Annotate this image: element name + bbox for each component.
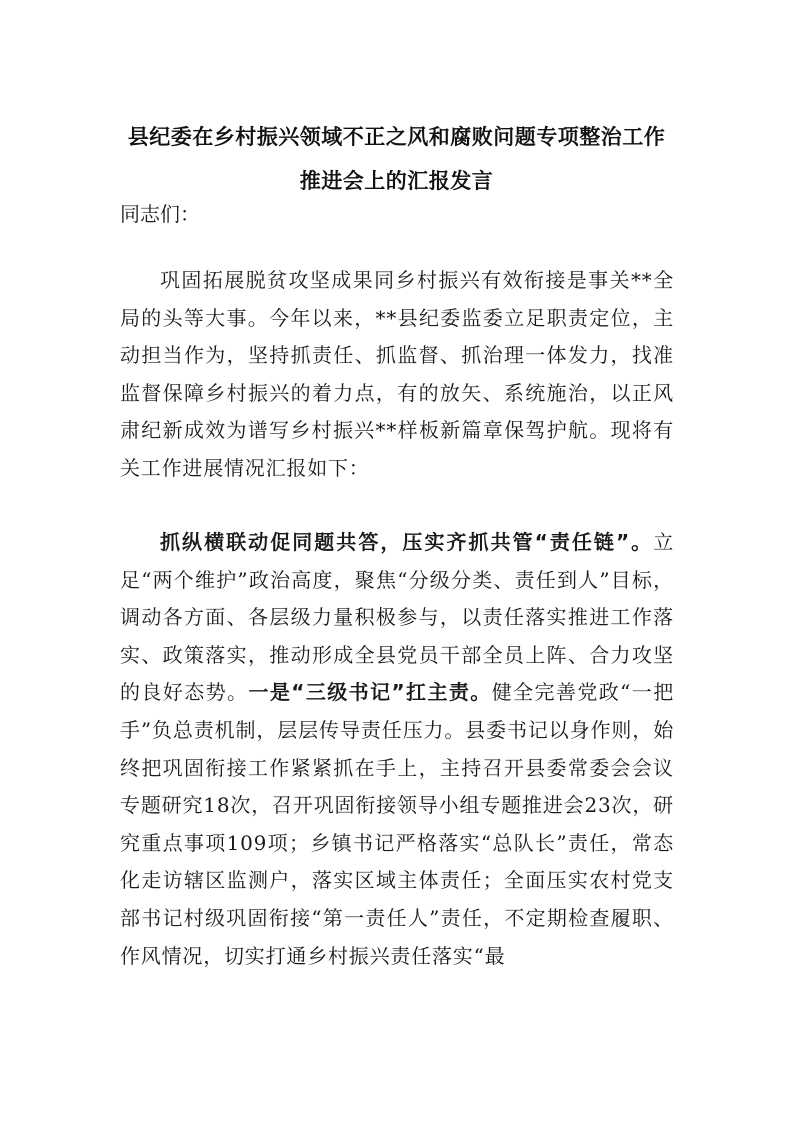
document-title-line-2: 推进会上的汇报发言 bbox=[299, 169, 494, 193]
intro-paragraph: 巩固拓展脱贫攻坚成果同乡村振兴有效衔接是事关**全局的头等大事。今年以来，**县纪委监委立足职责定位，主动担当作为，坚持抓责任、抓监督、抓治理一体发力，找准监督保障乡村振兴的着力点，有的放矢、系统施治，以正风肃纪新成效为谱写乡村振兴**样板新篇章保驾护航。现将有关工作进展情况汇报如下： bbox=[120, 268, 674, 480]
salutation: 同志们： bbox=[120, 202, 200, 226]
section-1-paragraph bbox=[120, 524, 674, 975]
point-1-text: 健全完善党政“一把手”负总责机制，层层传导责任压力。县委书记以身作则，始终把巩固衔接工作紧紧抓在手上，主持召开县委常委会会议专题研究18次，召开巩固衔接领导小组专题推进会23次，研究重点事项109项；乡镇书记严格落实“总队长”责任，常态化走访辖区监测户，落实区域主体责任；全面压实农村党支部书记村级巩固衔接“第一责任人”责任，不定期检查履职、作风情况，切实打通乡村振兴责任落实“最 bbox=[120, 680, 674, 968]
document-title-line-1: 县纪委在乡村振兴领域不正之风和腐败问题专项整治工作 bbox=[127, 125, 666, 149]
point-1-heading: 一是“三级书记”扛主责。 bbox=[248, 680, 492, 705]
section-1-heading: 抓纵横联动促同题共答，压实齐抓共管“责任链”。 bbox=[160, 530, 654, 554]
section-1-text: 立足“两个维护”政治高度，聚焦“分级分类、责任到人”目标，调动各方面、各层级力量积极参与，以责任落实推进工作落实、政策落实，推动形成全县党员干部全员上阵、合力攻坚的良好态势。 bbox=[120, 530, 674, 705]
